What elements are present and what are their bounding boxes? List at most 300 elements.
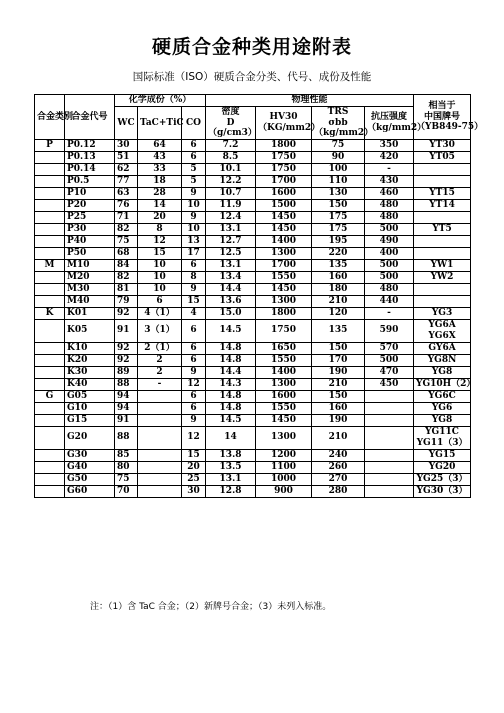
cell-density: 12.5 [206, 247, 256, 259]
cell-code: P30 [65, 223, 115, 235]
table-row [35, 319, 471, 342]
cell-code: K01 [65, 307, 115, 319]
cell-co: 9 [182, 187, 206, 199]
cell-tac-tic: 10 [138, 271, 182, 283]
cell-cn-grade: YW2 [414, 271, 471, 283]
cell-code: G10 [65, 402, 115, 414]
cell-category [35, 319, 65, 342]
header-composition: 化学成份（%） [115, 95, 206, 107]
cell-category [35, 354, 65, 366]
cell-wc: 88 [115, 426, 138, 449]
cell-compressive: 590 [365, 319, 414, 342]
cell-density: 13.5 [206, 461, 256, 473]
cell-wc: 81 [115, 283, 138, 295]
cell-cn-grade: GY6A [414, 342, 471, 354]
header-density: 密度 D （g/cm3） [206, 107, 256, 140]
cell-wc: 92 [115, 354, 138, 366]
cell-wc: 71 [115, 211, 138, 223]
cell-tac-tic [138, 426, 182, 449]
cell-tac-tic: 18 [138, 175, 182, 187]
cell-trs: 280 [312, 485, 365, 497]
cell-co: 6 [182, 319, 206, 342]
cell-hardness: 1400 [256, 366, 312, 378]
cell-category [35, 485, 65, 497]
cell-density: 12.2 [206, 175, 256, 187]
cell-code: M10 [65, 259, 115, 271]
cell-category [35, 378, 65, 390]
cell-compressive: 430 [365, 175, 414, 187]
cell-density: 13.1 [206, 223, 256, 235]
cell-code: G05 [65, 390, 115, 402]
cell-compressive: 450 [365, 378, 414, 390]
cell-compressive: 570 [365, 342, 414, 354]
cell-density: 14.8 [206, 402, 256, 414]
cell-density: 15.0 [206, 307, 256, 319]
cell-code: K20 [65, 354, 115, 366]
table-row [35, 354, 471, 366]
cell-wc: 82 [115, 223, 138, 235]
table-row [35, 390, 471, 402]
cell-co: 20 [182, 461, 206, 473]
cell-wc: 92 [115, 307, 138, 319]
cell-hardness: 1400 [256, 235, 312, 247]
cell-trs: 210 [312, 426, 365, 449]
cell-co: 13 [182, 235, 206, 247]
cell-code: K30 [65, 366, 115, 378]
cell-trs: 240 [312, 449, 365, 461]
table-row [35, 378, 471, 390]
cell-hardness: 1550 [256, 354, 312, 366]
table-row [35, 163, 471, 175]
cell-cn-grade: YG6 [414, 402, 471, 414]
cell-cn-grade [414, 247, 471, 259]
cell-category [35, 211, 65, 223]
cell-compressive: 490 [365, 235, 414, 247]
cell-density: 14.8 [206, 390, 256, 402]
cell-trs: 150 [312, 342, 365, 354]
cell-cn-grade: YG6A YG6X [414, 319, 471, 342]
cell-hardness: 1000 [256, 473, 312, 485]
header-hardness: HV30 （KG/mm2） [256, 107, 312, 140]
cell-density: 14.5 [206, 319, 256, 342]
cell-wc: 91 [115, 414, 138, 426]
cell-wc: 94 [115, 402, 138, 414]
cell-wc: 63 [115, 187, 138, 199]
cell-tac-tic: 2 [138, 366, 182, 378]
cell-trs: 90 [312, 151, 365, 163]
cell-compressive [365, 426, 414, 449]
cell-tac-tic: 10 [138, 283, 182, 295]
cell-code: M40 [65, 295, 115, 307]
cell-category [35, 402, 65, 414]
cell-wc: 92 [115, 342, 138, 354]
cell-category [35, 426, 65, 449]
cell-wc: 77 [115, 175, 138, 187]
cell-hardness: 1700 [256, 175, 312, 187]
cell-co: 9 [182, 283, 206, 295]
cell-hardness: 1300 [256, 247, 312, 259]
cell-code: P40 [65, 235, 115, 247]
cell-co: 5 [182, 163, 206, 175]
cell-cn-grade: YG3 [414, 307, 471, 319]
cell-cn-grade [414, 283, 471, 295]
cell-tac-tic: 14 [138, 199, 182, 211]
cell-hardness: 1100 [256, 461, 312, 473]
header-properties: 物理性能 [206, 95, 414, 107]
cell-hardness: 1750 [256, 319, 312, 342]
cell-compressive: 500 [365, 354, 414, 366]
cell-density: 13.4 [206, 271, 256, 283]
cell-tac-tic: 20 [138, 211, 182, 223]
cell-density: 14.8 [206, 342, 256, 354]
cell-density: 13.6 [206, 295, 256, 307]
table-row [35, 307, 471, 319]
cell-code: P10 [65, 187, 115, 199]
table-row [35, 235, 471, 247]
cell-tac-tic [138, 461, 182, 473]
header-code: 合金代号 [65, 95, 115, 140]
cell-cn-grade: YG6C [414, 390, 471, 402]
cell-trs: 160 [312, 271, 365, 283]
cell-compressive: 400 [365, 247, 414, 259]
cell-trs: 175 [312, 223, 365, 235]
cell-category [35, 199, 65, 211]
table-row [35, 485, 471, 497]
cell-category [35, 235, 65, 247]
cell-code: K40 [65, 378, 115, 390]
cell-compressive: 500 [365, 223, 414, 235]
cell-wc: 89 [115, 366, 138, 378]
cell-trs: 170 [312, 354, 365, 366]
cell-code: G20 [65, 426, 115, 449]
table-row [35, 199, 471, 211]
header-row-1 [35, 95, 471, 107]
cell-trs: 190 [312, 366, 365, 378]
cell-compressive: - [365, 163, 414, 175]
cell-wc: 82 [115, 271, 138, 283]
cell-hardness: 1600 [256, 187, 312, 199]
cell-hardness: 1450 [256, 223, 312, 235]
cell-cn-grade: YT5 [414, 223, 471, 235]
cell-category [35, 449, 65, 461]
cell-category [35, 342, 65, 354]
cell-wc: 91 [115, 319, 138, 342]
cell-tac-tic: 33 [138, 163, 182, 175]
cell-co: 6 [182, 139, 206, 151]
cell-compressive: 480 [365, 283, 414, 295]
cell-trs: 210 [312, 295, 365, 307]
table-row [35, 295, 471, 307]
table-row [35, 426, 471, 449]
cell-co: 9 [182, 366, 206, 378]
cell-category: K [35, 307, 65, 319]
cell-code: P0.13 [65, 151, 115, 163]
cell-category [35, 414, 65, 426]
table-row [35, 366, 471, 378]
cell-trs: 195 [312, 235, 365, 247]
cell-density: 13.1 [206, 473, 256, 485]
cell-trs: 110 [312, 175, 365, 187]
cell-code: G50 [65, 473, 115, 485]
cell-tac-tic [138, 449, 182, 461]
cell-hardness: 1600 [256, 390, 312, 402]
cell-cn-grade: YG10H（2） [414, 378, 471, 390]
cell-compressive: 350 [365, 139, 414, 151]
cell-trs: 210 [312, 378, 365, 390]
cell-cn-grade: YG8 [414, 366, 471, 378]
cell-code: M20 [65, 271, 115, 283]
cell-co: 25 [182, 473, 206, 485]
cell-wc: 79 [115, 295, 138, 307]
cell-code: P0.14 [65, 163, 115, 175]
header-tac-tic: TaC+TiC [138, 107, 182, 140]
cell-hardness: 1650 [256, 342, 312, 354]
cell-hardness: 1450 [256, 283, 312, 295]
cell-category: M [35, 259, 65, 271]
cell-cn-grade [414, 163, 471, 175]
cell-cn-grade: YG25（3） [414, 473, 471, 485]
cell-hardness: 1750 [256, 151, 312, 163]
cell-density: 10.1 [206, 163, 256, 175]
table-row [35, 247, 471, 259]
cell-cn-grade: YG30（3） [414, 485, 471, 497]
cell-wc: 84 [115, 259, 138, 271]
cell-code: G15 [65, 414, 115, 426]
cell-wc: 70 [115, 485, 138, 497]
cell-cn-grade: YG8N [414, 354, 471, 366]
cell-tac-tic: 28 [138, 187, 182, 199]
cell-category [35, 295, 65, 307]
cell-code: G40 [65, 461, 115, 473]
table-row [35, 402, 471, 414]
header-co: CO [182, 107, 206, 140]
table-row [35, 342, 471, 354]
cell-compressive [365, 390, 414, 402]
cell-wc: 75 [115, 235, 138, 247]
cell-wc: 51 [115, 151, 138, 163]
cell-density: 11.9 [206, 199, 256, 211]
cell-hardness: 1450 [256, 414, 312, 426]
cell-wc: 94 [115, 390, 138, 402]
cell-code: K10 [65, 342, 115, 354]
cell-hardness: 900 [256, 485, 312, 497]
cell-co: 30 [182, 485, 206, 497]
cell-co: 6 [182, 354, 206, 366]
cell-hardness: 1300 [256, 295, 312, 307]
cell-co: 15 [182, 449, 206, 461]
cell-co: 6 [182, 259, 206, 271]
cell-wc: 80 [115, 461, 138, 473]
cell-density: 14.4 [206, 366, 256, 378]
cell-category [35, 223, 65, 235]
cell-tac-tic: 8 [138, 223, 182, 235]
cell-density: 13.8 [206, 449, 256, 461]
table-row [35, 414, 471, 426]
cell-tac-tic: 43 [138, 151, 182, 163]
cell-cn-grade: YG15 [414, 449, 471, 461]
cell-tac-tic [138, 390, 182, 402]
table-row [35, 139, 471, 151]
cell-compressive: 470 [365, 366, 414, 378]
cell-code: P20 [65, 199, 115, 211]
cell-density: 14.5 [206, 414, 256, 426]
cell-cn-grade [414, 211, 471, 223]
cell-tac-tic: 2（1） [138, 342, 182, 354]
table-row [35, 211, 471, 223]
cell-trs: 175 [312, 211, 365, 223]
cell-compressive [365, 414, 414, 426]
cell-tac-tic [138, 402, 182, 414]
cell-density: 8.5 [206, 151, 256, 163]
cell-compressive: 440 [365, 295, 414, 307]
cell-tac-tic: 15 [138, 247, 182, 259]
cell-compressive: - [365, 307, 414, 319]
cell-co: 6 [182, 151, 206, 163]
cell-category [35, 187, 65, 199]
cell-density: 14.8 [206, 354, 256, 366]
cell-cn-grade [414, 175, 471, 187]
cell-hardness: 1700 [256, 259, 312, 271]
cell-category [35, 151, 65, 163]
cell-code: K05 [65, 319, 115, 342]
cell-category [35, 271, 65, 283]
table-row [35, 283, 471, 295]
cell-hardness: 1300 [256, 426, 312, 449]
cell-wc: 75 [115, 473, 138, 485]
table-row [35, 461, 471, 473]
cell-co: 17 [182, 247, 206, 259]
cell-trs: 135 [312, 259, 365, 271]
cell-trs: 130 [312, 187, 365, 199]
cell-hardness: 1750 [256, 163, 312, 175]
header-equivalent: 相当于 中国牌号 （YB849-75） [414, 95, 471, 140]
cell-compressive: 480 [365, 199, 414, 211]
cell-tac-tic: 2 [138, 354, 182, 366]
table-row [35, 175, 471, 187]
cell-trs: 150 [312, 390, 365, 402]
cell-trs: 160 [312, 402, 365, 414]
cell-hardness: 1550 [256, 402, 312, 414]
table-row [35, 259, 471, 271]
cell-category [35, 366, 65, 378]
cell-cn-grade: YG11C YG11（3） [414, 426, 471, 449]
cell-density: 14.4 [206, 283, 256, 295]
cell-hardness: 1300 [256, 378, 312, 390]
cell-tac-tic [138, 473, 182, 485]
cell-co: 12 [182, 378, 206, 390]
cell-hardness: 1550 [256, 271, 312, 283]
cell-tac-tic: 64 [138, 139, 182, 151]
cell-co: 9 [182, 414, 206, 426]
alloy-table [34, 94, 484, 498]
cell-trs: 120 [312, 307, 365, 319]
cell-category [35, 247, 65, 259]
cell-wc: 85 [115, 449, 138, 461]
cell-code: P25 [65, 211, 115, 223]
cell-trs: 150 [312, 199, 365, 211]
cell-compressive: 420 [365, 151, 414, 163]
cell-hardness: 1800 [256, 139, 312, 151]
cell-tac-tic: 4（1） [138, 307, 182, 319]
cell-category [35, 163, 65, 175]
cell-tac-tic [138, 485, 182, 497]
header-category: 合金类别 [35, 95, 65, 140]
cell-hardness: 1800 [256, 307, 312, 319]
cell-co: 15 [182, 295, 206, 307]
cell-category [35, 461, 65, 473]
cell-hardness: 1200 [256, 449, 312, 461]
cell-compressive: 500 [365, 271, 414, 283]
page-title: 硬质合金种类用途附表 [151, 36, 352, 58]
cell-co: 9 [182, 211, 206, 223]
table-row [35, 151, 471, 163]
cell-compressive: 500 [365, 259, 414, 271]
table-row [35, 473, 471, 485]
cell-trs: 135 [312, 319, 365, 342]
header-compressive: 抗压强度 （kg/mm2） [365, 107, 414, 140]
cell-compressive [365, 473, 414, 485]
cell-compressive: 460 [365, 187, 414, 199]
cell-trs: 260 [312, 461, 365, 473]
cell-tac-tic [138, 414, 182, 426]
cell-category [35, 283, 65, 295]
cell-trs: 220 [312, 247, 365, 259]
cell-density: 12.4 [206, 211, 256, 223]
cell-co: 10 [182, 223, 206, 235]
cell-category [35, 473, 65, 485]
cell-cn-grade: YT14 [414, 199, 471, 211]
cell-wc: 68 [115, 247, 138, 259]
cell-density: 12.8 [206, 485, 256, 497]
cell-trs: 190 [312, 414, 365, 426]
header-trs: TRS σbb （kg/mm2） [312, 107, 365, 140]
footnote: 注：（1）含 TaC 合金；（2）新牌号合金；（3）未列入标准。 [90, 602, 332, 612]
cell-tac-tic: 12 [138, 235, 182, 247]
cell-density: 10.7 [206, 187, 256, 199]
cell-density: 14.3 [206, 378, 256, 390]
page-subtitle: 国际标准（ISO）硬质合金分类、代号、成份及性能 [132, 71, 372, 83]
cell-co: 12 [182, 426, 206, 449]
cell-hardness: 1450 [256, 211, 312, 223]
table-row [35, 187, 471, 199]
cell-trs: 100 [312, 163, 365, 175]
table-row [35, 449, 471, 461]
cell-cn-grade: YG20 [414, 461, 471, 473]
cell-wc: 76 [115, 199, 138, 211]
header-wc: WC [115, 107, 138, 140]
cell-code: P0.12 [65, 139, 115, 151]
cell-co: 10 [182, 199, 206, 211]
cell-density: 14 [206, 426, 256, 449]
cell-cn-grade: YW1 [414, 259, 471, 271]
cell-compressive [365, 485, 414, 497]
cell-co: 8 [182, 271, 206, 283]
cell-compressive [365, 449, 414, 461]
cell-tac-tic: 3（1） [138, 319, 182, 342]
cell-category: P [35, 139, 65, 151]
cell-code: P0.5 [65, 175, 115, 187]
cell-hardness: 1500 [256, 199, 312, 211]
cell-cn-grade [414, 295, 471, 307]
cell-wc: 62 [115, 163, 138, 175]
cell-code: M30 [65, 283, 115, 295]
cell-compressive [365, 402, 414, 414]
cell-trs: 180 [312, 283, 365, 295]
cell-tac-tic: 6 [138, 295, 182, 307]
cell-code: P50 [65, 247, 115, 259]
cell-tac-tic: - [138, 378, 182, 390]
table-row [35, 223, 471, 235]
